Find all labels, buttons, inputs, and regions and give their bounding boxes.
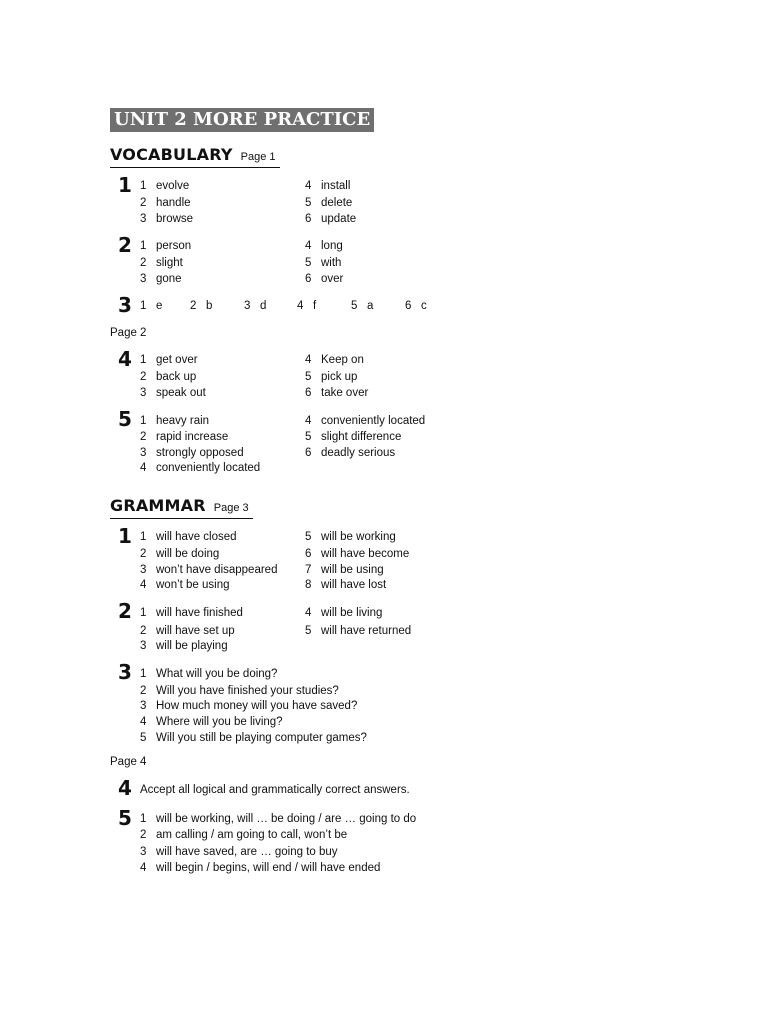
vocabulary-title: VOCABULARY bbox=[110, 145, 233, 164]
list-item: 2 handle bbox=[140, 197, 191, 209]
list-item: 4 conveniently located bbox=[140, 462, 261, 474]
list-item: 5 slight difference bbox=[305, 431, 402, 443]
list-item: 5 will be working bbox=[305, 531, 396, 543]
list-item: 3 d bbox=[244, 300, 267, 312]
list-item: 5 delete bbox=[305, 197, 353, 209]
grammar-heading bbox=[110, 496, 253, 519]
list-item: 1 evolve bbox=[140, 180, 190, 192]
list-item: 1 will have closed bbox=[140, 531, 237, 543]
list-item: 6 update bbox=[305, 213, 357, 225]
vocab-ex2-number: 2 bbox=[118, 233, 132, 257]
list-item: 4 Keep on bbox=[305, 354, 364, 366]
list-item: 3 browse bbox=[140, 213, 194, 225]
grammar-ex2-number: 2 bbox=[118, 599, 132, 623]
list-item: 4 long bbox=[305, 240, 343, 252]
page-label: Page 2 bbox=[110, 327, 147, 339]
list-item: 5 a bbox=[351, 300, 374, 312]
unit-title: UNIT 2 MORE PRACTICE bbox=[110, 108, 374, 132]
list-item: 3 gone bbox=[140, 273, 182, 285]
list-item: 1 heavy rain bbox=[140, 415, 210, 427]
list-item: 1 What will you be doing? bbox=[140, 668, 278, 680]
list-item: 6 will have become bbox=[305, 548, 410, 560]
list-item: 2 back up bbox=[140, 371, 197, 383]
list-item: 5 Will you still be playing computer games? bbox=[140, 732, 367, 744]
list-item: 4 install bbox=[305, 180, 351, 192]
grammar-ex5-number: 5 bbox=[118, 806, 132, 830]
list-item: 1 e bbox=[140, 300, 163, 312]
list-item: 2 Will you have finished your studies? bbox=[140, 685, 339, 697]
list-item: 5 will have returned bbox=[305, 625, 412, 637]
list-item: 4 will begin / begins, will end / will have ended bbox=[140, 862, 381, 874]
list-item: 4 will be living bbox=[305, 607, 383, 619]
grammar-ex4-number: 4 bbox=[118, 776, 132, 800]
page-label: Page 4 bbox=[110, 756, 147, 768]
vocab-ex1-number: 1 bbox=[118, 173, 132, 197]
list-item: 6 c bbox=[405, 300, 427, 312]
list-item: 2 slight bbox=[140, 257, 183, 269]
vocabulary-page-ref: Page 1 bbox=[240, 151, 276, 163]
list-item: 4 won’t be using bbox=[140, 579, 230, 591]
list-item: 6 over bbox=[305, 273, 344, 285]
list-item: 6 deadly serious bbox=[305, 447, 396, 459]
list-item: 3 How much money will you have saved? bbox=[140, 700, 358, 712]
grammar-ex3-number: 3 bbox=[118, 660, 132, 684]
list-item: 4 conveniently located bbox=[305, 415, 426, 427]
grammar-ex1-number: 1 bbox=[118, 524, 132, 548]
list-item: 2 am calling / am going to call, won’t be bbox=[140, 829, 348, 841]
grammar-ex4-text: Accept all logical and grammatically correct answers. bbox=[140, 784, 410, 796]
list-item: 8 will have lost bbox=[305, 579, 387, 591]
vocab-ex5-number: 5 bbox=[118, 407, 132, 431]
list-item: 5 pick up bbox=[305, 371, 358, 383]
list-item: 3 will have saved, are … going to buy bbox=[140, 846, 338, 858]
list-item: 5 with bbox=[305, 257, 342, 269]
list-item: 3 won’t have disappeared bbox=[140, 564, 278, 576]
list-item: 1 person bbox=[140, 240, 192, 252]
list-item: 1 will be working, will … be doing / are … going to do bbox=[140, 813, 417, 825]
list-item: 1 get over bbox=[140, 354, 198, 366]
vocabulary-heading bbox=[110, 145, 280, 168]
list-item: 4 Where will you be living? bbox=[140, 716, 283, 728]
list-item: 3 strongly opposed bbox=[140, 447, 244, 459]
list-item: 2 b bbox=[190, 300, 213, 312]
list-item: 7 will be using bbox=[305, 564, 384, 576]
list-item: 2 rapid increase bbox=[140, 431, 229, 443]
list-item: 3 speak out bbox=[140, 387, 206, 399]
list-item: 6 take over bbox=[305, 387, 369, 399]
grammar-title: GRAMMAR bbox=[110, 496, 206, 515]
list-item: 3 will be playing bbox=[140, 640, 228, 652]
grammar-page-ref: Page 3 bbox=[213, 502, 249, 514]
list-item: 2 will have set up bbox=[140, 625, 235, 637]
list-item: 1 will have finished bbox=[140, 607, 243, 619]
vocab-ex4-number: 4 bbox=[118, 347, 132, 371]
list-item: 4 f bbox=[297, 300, 317, 312]
vocab-ex3-number: 3 bbox=[118, 293, 132, 317]
list-item: 2 will be doing bbox=[140, 548, 220, 560]
